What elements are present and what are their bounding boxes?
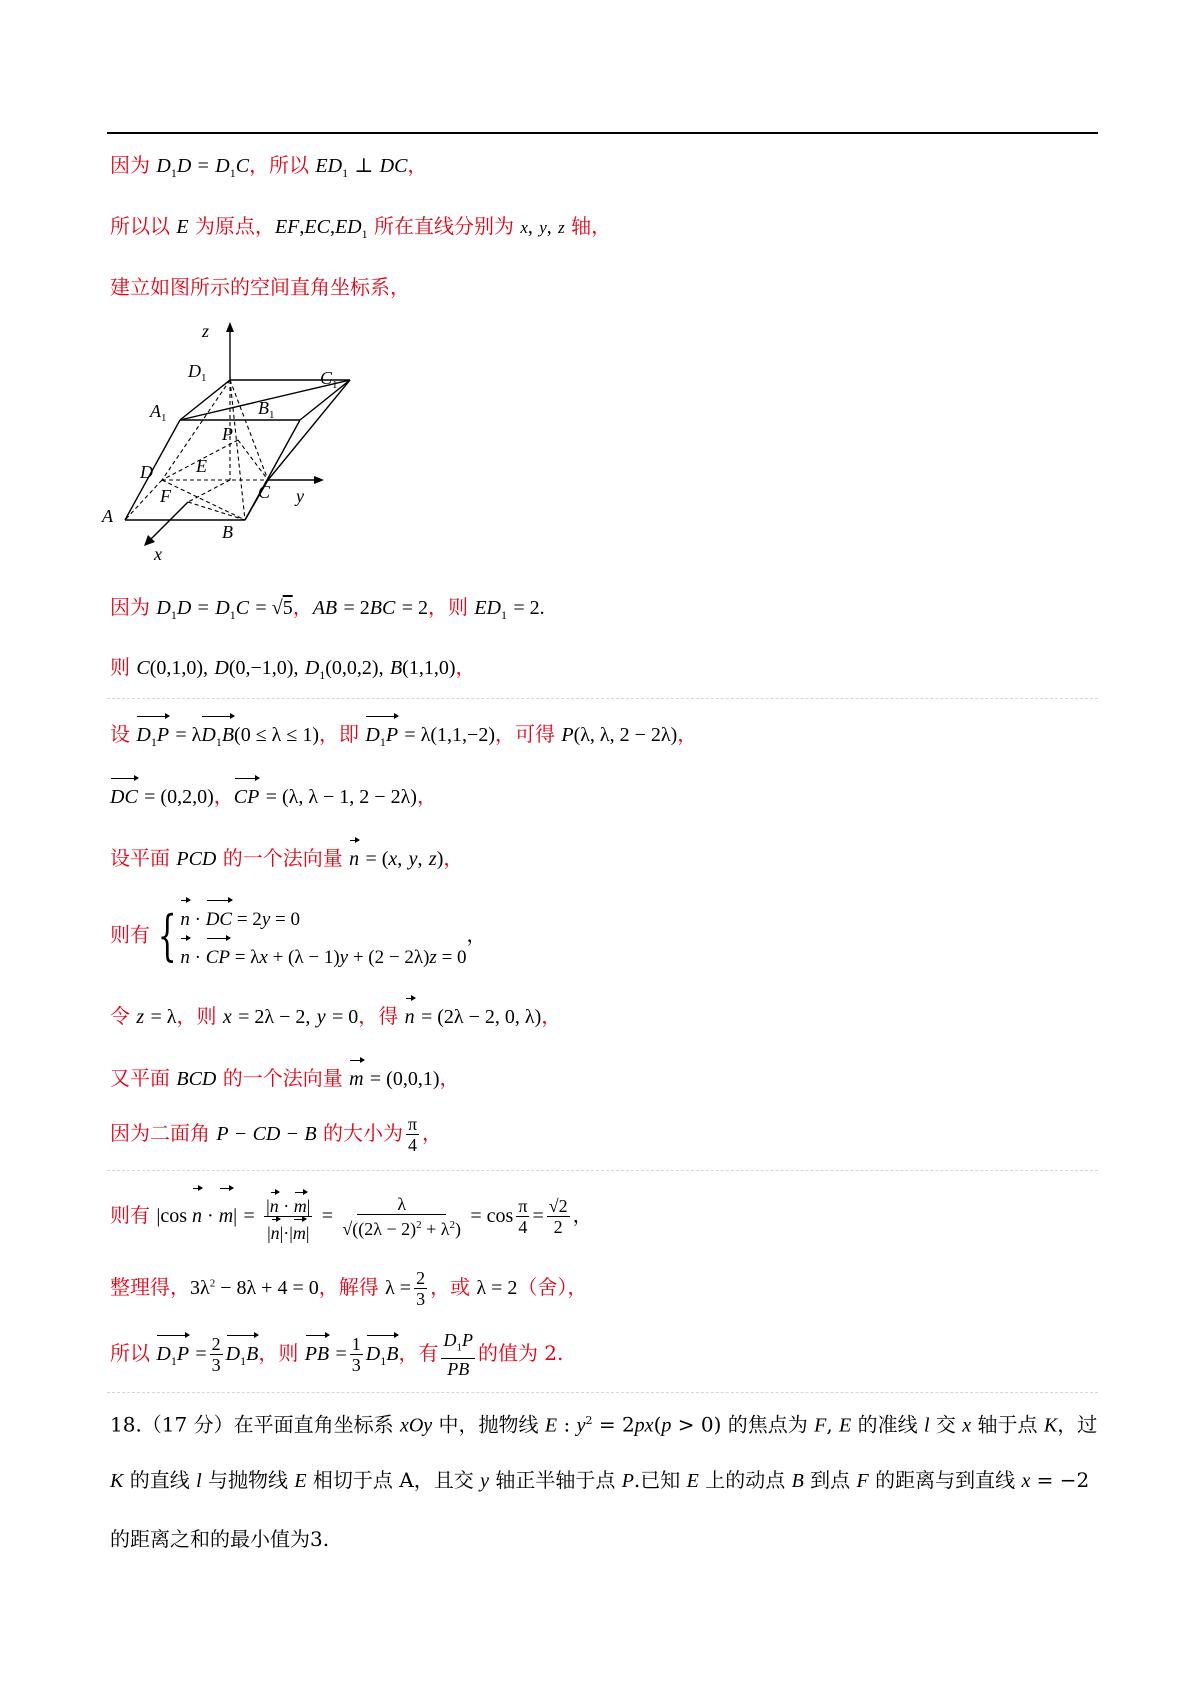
system-eq-2: n · CP = λx + (λ − 1)y + (2 − 2λ)z = 0: [180, 936, 466, 974]
label-y: y: [296, 486, 304, 506]
solution-line-10: 令 z = λ，则 x = 2λ − 2, y = 0，得 n = (2λ − 2, 0, λ)，: [110, 996, 561, 1032]
divider-3: [107, 1392, 1098, 1393]
solution-line-8: 设平面 PCD 的一个法向量 n = (x, y, z)，: [110, 838, 463, 874]
solution-line-15: 所以 $D_1P$ = $\frac{2}{3}$ $D_1B$，则 PB = $\frac{1}{3}$ $D_1B$，有 $\frac{D_1P}{PB}$ 的值为 2.: [110, 1330, 564, 1379]
label-F: F: [160, 486, 171, 506]
solution-line-13: 则有 |cos n · m| = $\frac{|n \cdot m|}{|n|\cdot|m|}$ = $\frac{\lambda}{√((2\lambda - 2)^2 + \lambda^2)}$ = cos $\frac{\pi}{4}$ = $\frac{√2}{2}$ ，: [110, 1186, 593, 1243]
solution-line-2: 所以以 E 为原点，$EF,EC,ED_1$ 所在直线分别为 x, y, z 轴，: [110, 214, 612, 241]
question-18-line-3: 的距离之和的最小值为3.: [110, 1527, 330, 1551]
solution-line-5: 则 C(0,1,0), D(0,−1,0), $D_1(0,0,2)$, B(1,1,0)，: [110, 655, 476, 682]
label-E: E: [196, 456, 207, 476]
label-x: x: [154, 544, 162, 564]
divider-2: [107, 1170, 1098, 1171]
solution-line-11: 又平面 BCD 的一个法向量 m = (0,0,1)，: [110, 1058, 460, 1094]
solution-line-9: 则有 { n · DC = 2y = 0 n · CP = λx + (λ − 1)y + (2 − 2λ)z = 0 ，: [110, 898, 487, 974]
solution-line-3: 建立如图所示的空间直角坐标系，: [110, 275, 410, 299]
label-D: D: [140, 462, 153, 482]
solution-line-4: 因为 $D_1D = D_1C = √5$，AB = 2BC = 2，则 $ED_1 = 2$.: [110, 595, 545, 622]
divider-1: [107, 698, 1098, 699]
label-A1: $A_1$: [150, 401, 167, 424]
solution-line-7: DC = (0,2,0)，CP = (λ, λ − 1, 2 − 2λ)，: [110, 776, 437, 812]
system-eq-1: n · DC = 2y = 0: [180, 898, 466, 936]
label-P: P: [222, 424, 233, 444]
question-18-line-1: 18.（17 分）在平面直角坐标系 xOy 中，抛物线 E : $y^2 = 2px(p > 0)$ 的焦点为 F, E 的准线 l 交 x 轴于点 K，过: [110, 1412, 1098, 1437]
header-rule: [107, 132, 1098, 134]
label-A: A: [102, 506, 113, 526]
parallelepiped-figure: [102, 321, 370, 564]
solution-line-12: 因为二面角 P − CD − B 的大小为 $\frac{\pi}{4}$ ，: [110, 1114, 443, 1155]
solution-line-14: 整理得，$3\lambda^2 - 8\lambda + 4 = 0$，解得 λ = $\frac{2}{3}$ ，或 λ = 2（舍），: [110, 1268, 588, 1309]
solution-line-1: 因为 $D_1D = D_1C$，所以 $ED_1$ ⊥ DC，: [110, 153, 428, 180]
question-18-line-2: K 的直线 l 与抛物线 E 相切于点 A，且交 y 轴正半轴于点 P.已知 E 上的动点 B 到点 F 的距离与到直线 x = −2: [110, 1468, 1090, 1492]
label-C1: $C_1$: [320, 368, 338, 391]
label-C: C: [258, 482, 271, 502]
label-B: B: [222, 522, 233, 542]
label-z: z: [202, 321, 210, 341]
label-B1: $B_1$: [258, 398, 275, 421]
label-D1: $D_1$: [188, 361, 207, 384]
solution-line-6: 设 $D_1P = \lambda D_1B(0 \le \lambda \le 1)$，即 $D_1P = \lambda(1,1,-2)$，可得 P(λ, λ, 2 − 2λ)，: [110, 714, 697, 757]
